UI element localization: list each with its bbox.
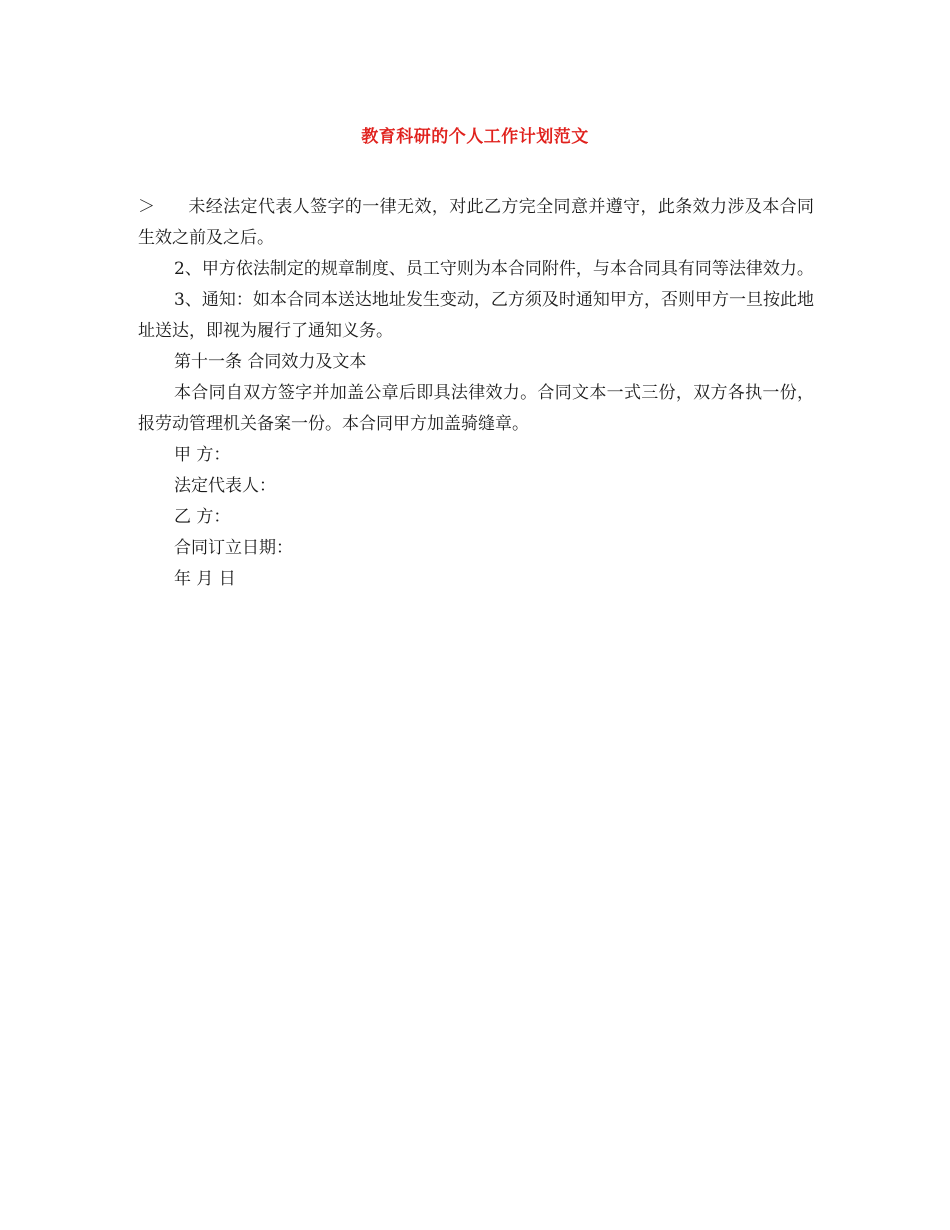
paragraph-2: 2、甲方依法制定的规章制度、员工守则为本合同附件，与本合同具有同等法律效力。 xyxy=(174,259,814,279)
party-a-line: 甲 方： xyxy=(174,445,231,465)
paragraph-1 xyxy=(138,192,814,254)
legal-representative-line: 法定代表人： xyxy=(174,476,276,496)
paragraph-1-text: 未经法定代表人签字的一律无效，对此乙方完全同意并遵守，此条效力涉及本合同生效之前及之后。 xyxy=(138,197,814,248)
paragraph-5: 本合同自双方签字并加盖公章后即具法律效力。合同文本一式三份，双方各执一份，报劳动管理机关备案一份。本合同甲方加盖骑缝章。 xyxy=(138,383,814,434)
party-b-line: 乙 方： xyxy=(174,507,231,527)
bullet-marker: ＞ xyxy=(138,197,155,217)
document-title: 教育科研的个人工作计划范文 xyxy=(361,127,589,147)
paragraph-3: 3、通知：如本合同本送达地址发生变动，乙方须及时通知甲方，否则甲方一旦按此地址送达，即视为履行了通知义务。 xyxy=(138,290,814,341)
section-heading: 第十一条 合同效力及文本 xyxy=(174,352,367,372)
contract-date-line: 合同订立日期： xyxy=(174,538,293,558)
document-body xyxy=(138,192,814,595)
date-placeholder-line: 年 月 日 xyxy=(174,569,236,589)
